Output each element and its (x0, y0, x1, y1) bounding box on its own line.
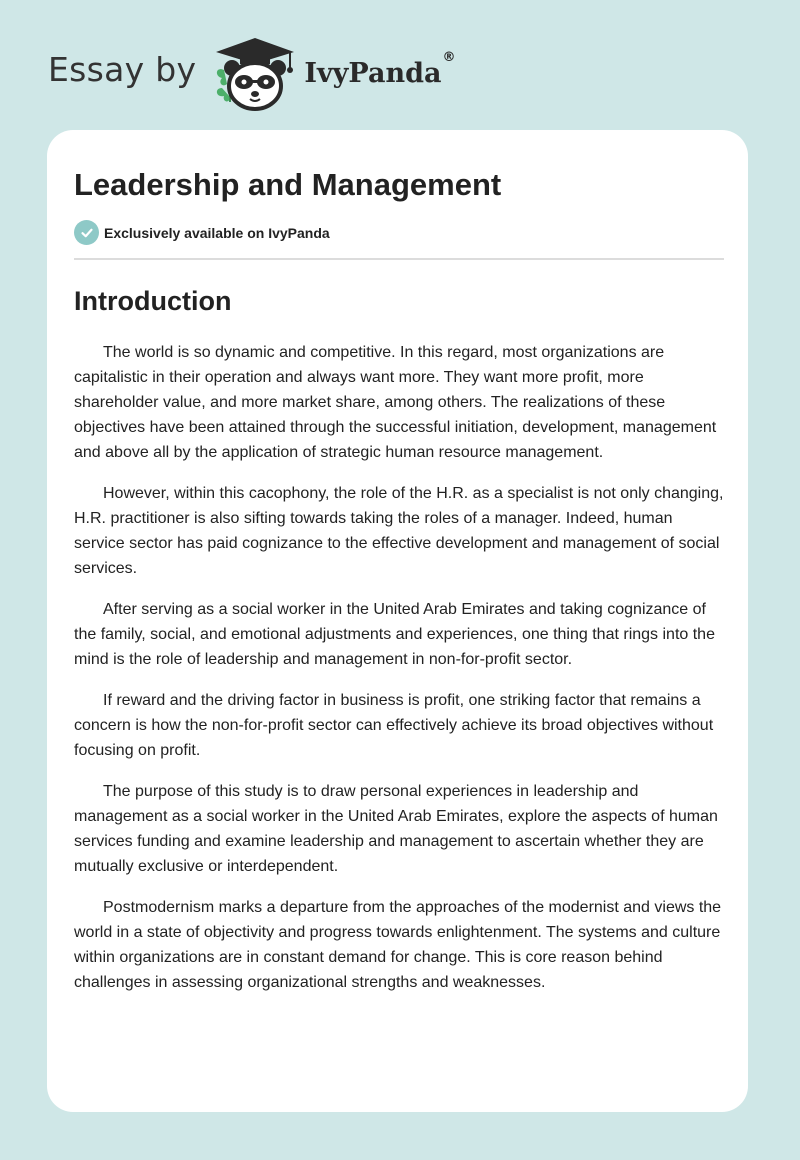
brand-prefix: Essay by (48, 49, 197, 89)
exclusive-badge-text: Exclusively available on IvyPanda (104, 224, 330, 241)
essay-content (74, 130, 724, 1011)
brand-name[interactable] (304, 49, 456, 89)
registered-mark: ® (442, 49, 456, 65)
brand-name-text: IvyPanda (304, 57, 442, 89)
exclusive-badge (74, 220, 724, 245)
section-body (74, 340, 724, 995)
panda-graduate-icon[interactable] (210, 36, 300, 112)
paragraph-1: The world is so dynamic and competitive. In this regard, most organizations are capitalistic in their operation and always want more. They want more profit, more shareholder value, and more market share, among others. The realizations of these objectives have been attained through the successful initiation, development, management and above all by the application of strategic human resource management. (74, 344, 717, 461)
essay-card (47, 130, 748, 1112)
section-heading: Introduction (74, 286, 232, 316)
check-circle-icon (74, 220, 99, 245)
page-title: Leadership and Management (74, 167, 502, 202)
paragraph-4: If reward and the driving factor in business is profit, one striking factor that remains a concern is how the non-for-profit sector can effectively achieve its broad objectives without focusing on profit. (74, 692, 714, 759)
paragraph-5: The purpose of this study is to draw personal experiences in leadership and management as a social worker in the United Arab Emirates, explore the aspects of human services funding and examine leadership and management to ascertain whether they are mutually exclusive or interdependent. (74, 783, 718, 875)
divider (74, 258, 724, 260)
paragraph-3: After serving as a social worker in the United Arab Emirates and taking cognizance of the family, social, and emotional adjustments and experiences, one thing that rings into the mind is the role of leadership and management in non-for-profit sector. (74, 601, 715, 668)
paragraph-2: However, within this cacophony, the role of the H.R. as a specialist is not only changing, H.R. practitioner is also sifting towards taking the roles of a manager. Indeed, human service sector has paid cognizance to the effective development and management of social services. (74, 485, 724, 577)
site-header (48, 34, 455, 114)
paragraph-6: Postmodernism marks a departure from the approaches of the modernist and views the world in a state of objectivity and progress towards enlightenment. The systems and culture within organizations are in constant demand for change. This is core reason behind challenges in assessing organizational strengths and weaknesses. (74, 899, 722, 991)
